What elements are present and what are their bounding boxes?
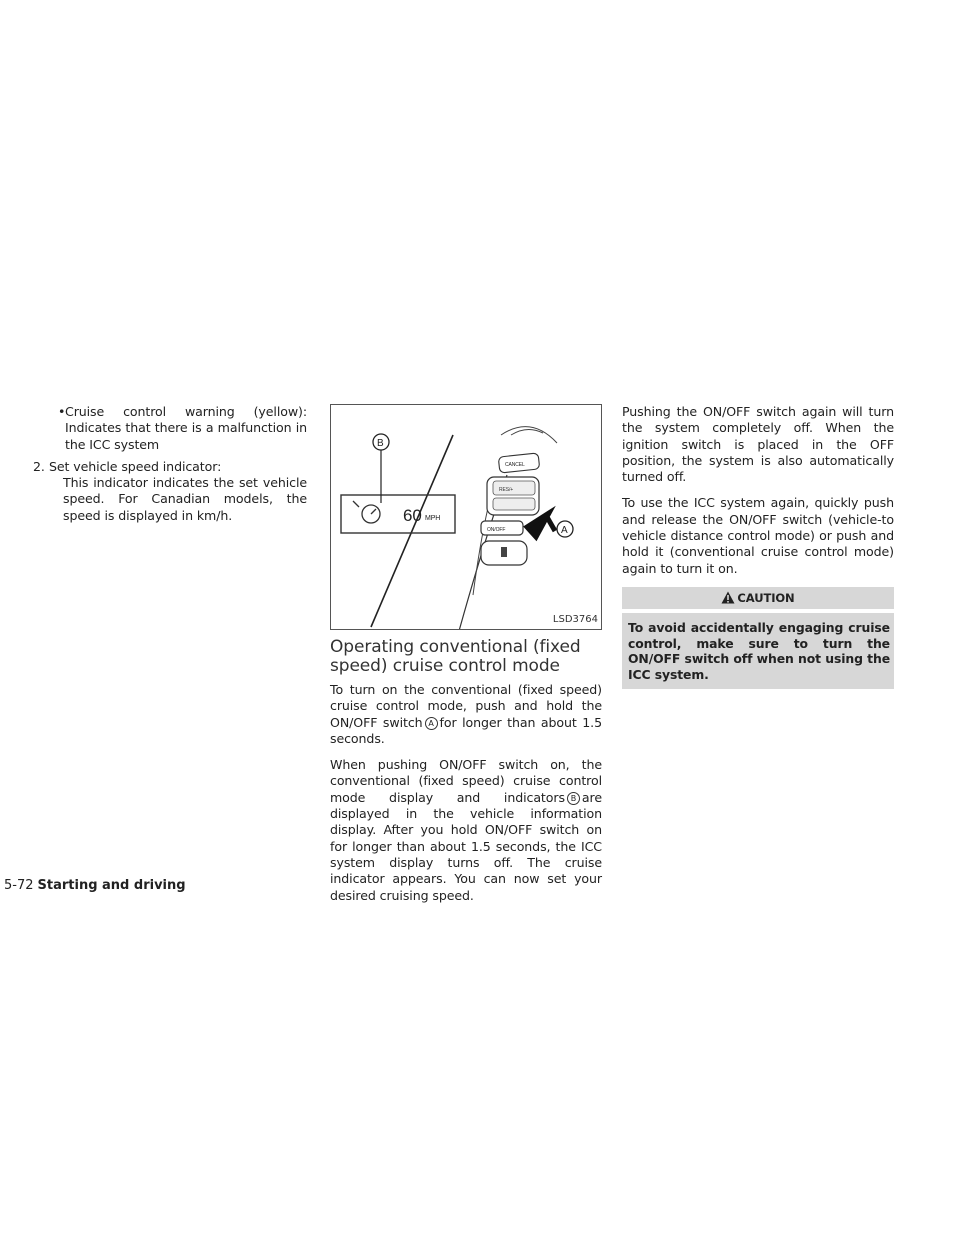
paragraph-text: for longer than about 1.5 seconds.: [330, 714, 602, 746]
bullet-dot: •: [58, 404, 66, 419]
column-middle: [330, 404, 602, 914]
paragraph-text: To turn on the conventional (fixed speed) cruise control mode, push and hold the ON/OFF switch: [330, 682, 602, 730]
caution-text: To avoid accidentally engaging cruise control, make sure to turn the ON/OFF switch off when not using the ICC system.: [622, 613, 894, 689]
bullet-item: [33, 404, 307, 453]
speed-value: 60: [403, 506, 422, 525]
figure-illustration: [331, 405, 602, 630]
switch-cancel-label: CANCEL: [505, 462, 525, 468]
page-footer: [4, 878, 186, 893]
paragraph: To use the ICC system again, quickly push and release the ON/OFF switch (vehicle-to vehicle distance control mode) or push and hold it (conventional cruise control mode) again to turn it on.: [622, 495, 894, 576]
callout-a-label: A: [561, 525, 568, 536]
callout-b-label: B: [377, 438, 384, 449]
speed-unit: MPH: [425, 515, 441, 522]
section-heading: Operating conventional (fixed speed) cruise control mode: [330, 637, 581, 676]
caution-title: CAUTION: [737, 590, 795, 605]
section-title: Starting and driving: [37, 878, 186, 893]
page-number: 5-72: [4, 878, 34, 893]
figure-cruise-switch: [330, 404, 602, 630]
column-left: [33, 404, 307, 524]
paragraph-text: When pushing ON/OFF switch on, the conventional (fixed speed) cruise control mode display and indicators: [330, 757, 602, 805]
figure-id: LSD3764: [552, 613, 598, 625]
item-number: 2.: [33, 458, 45, 474]
numbered-item: [33, 459, 307, 524]
item-body: This indicator indicates the set vehicle speed. For Canadian models, the speed is displayed in km/h.: [63, 475, 307, 523]
paragraph: Pushing the ON/OFF switch again will turn the system completely off. When the ignition switch is placed in the OFF position, the system is also automatically turned off.: [622, 404, 894, 485]
warning-triangle-icon: [721, 589, 735, 611]
switch-resume-label: RES/+: [499, 487, 514, 493]
callout-a-marker: A: [425, 717, 438, 730]
bullet-text: Cruise control warning (yellow): Indicates that there is a malfunction in the ICC system: [65, 404, 307, 452]
callout-b-marker: B: [567, 792, 580, 805]
switch-onoff-label: ON/OFF: [487, 527, 506, 533]
paragraph: [330, 682, 602, 747]
caution-header: [622, 587, 894, 609]
item-title: Set vehicle speed indicator:: [49, 458, 222, 474]
column-right: [622, 404, 894, 689]
paragraph-text: are displayed in the vehicle information display. After you hold ON/OFF switch on for longer than about 1.5 seconds, the ICC system display turns off. The cruise indicator appears. You can now set your desired cruising speed.: [330, 789, 602, 903]
paragraph: [330, 757, 602, 904]
